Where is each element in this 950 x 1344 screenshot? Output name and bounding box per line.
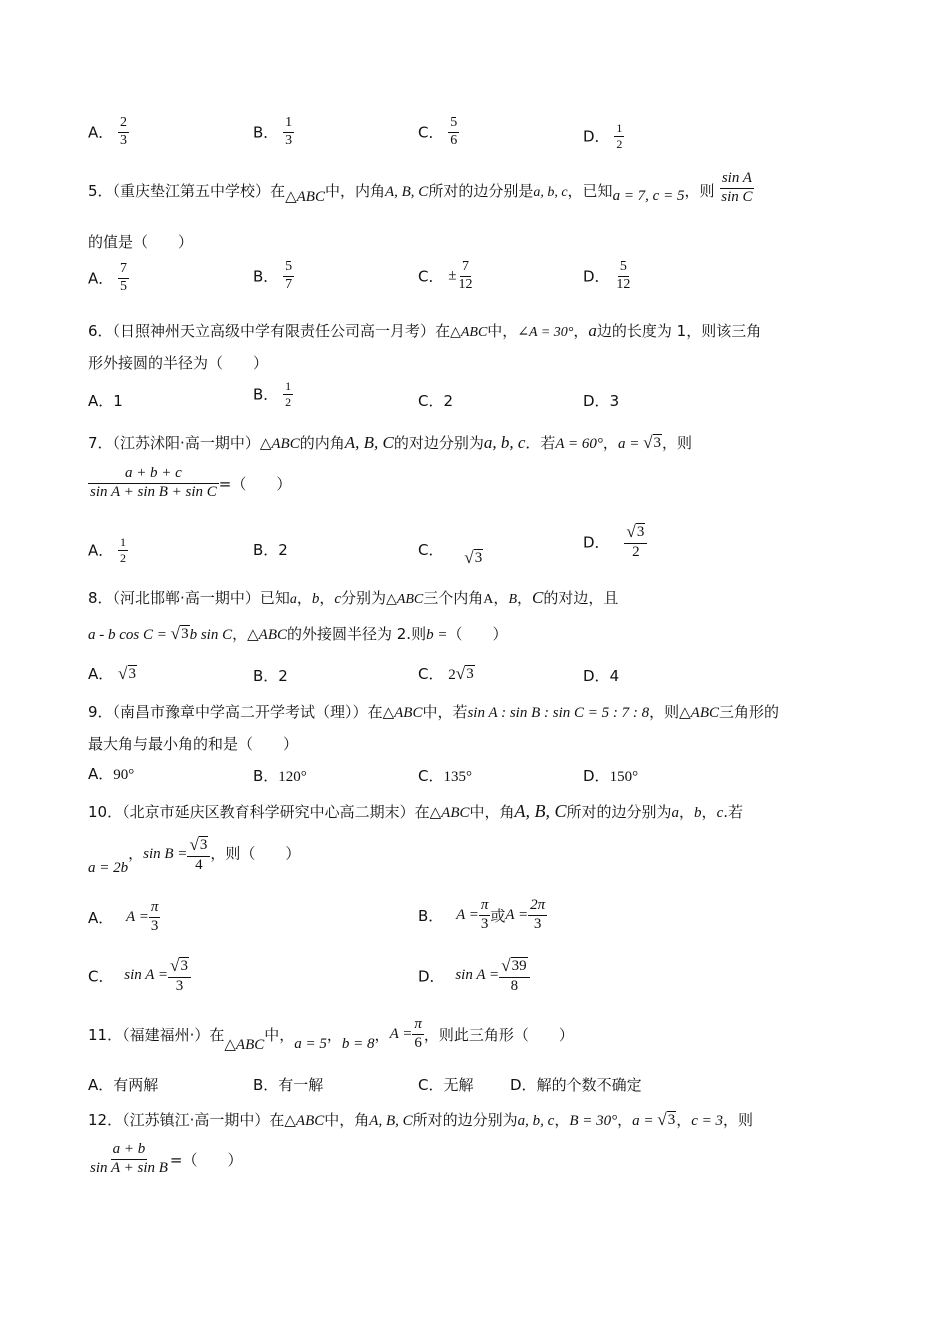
option-letter: C．	[418, 123, 444, 142]
option-letter: A．	[88, 541, 114, 560]
q6-option-b[interactable]	[253, 380, 293, 408]
side-a: a	[588, 321, 597, 340]
question-number: 12．	[88, 1111, 123, 1129]
option-value: 135°	[443, 769, 472, 785]
option-letter: C．	[418, 541, 444, 559]
q11-option-b[interactable]	[253, 1074, 323, 1095]
q6-stem-line2: 形外接圆的半径为（ ）	[88, 354, 269, 372]
question-source: （北京市延庆区教育科学研究中心高二期末）	[122, 803, 415, 821]
question-source: （日照神州天立高级中学有限责任公司高一月考）	[112, 322, 436, 340]
question-source: （福建福州·）	[122, 1025, 210, 1044]
option-value: 2	[278, 667, 288, 685]
option-value: 2	[443, 392, 454, 410]
q11-option-a[interactable]	[88, 1074, 158, 1095]
option-letter: C．	[418, 767, 444, 785]
option-letter: A．	[88, 765, 114, 783]
question-source: （南昌市豫章中学高二开学考试（理））	[112, 703, 368, 721]
fraction: √ 39 8	[499, 957, 529, 995]
option-letter: B．	[253, 123, 279, 142]
option-letter: D．	[583, 533, 610, 552]
q6-option-c[interactable]	[418, 390, 453, 411]
equation: a - b cos C = √ 3 b sin C	[88, 624, 233, 643]
option-letter: D．	[583, 392, 610, 410]
option-letter: B．	[253, 767, 279, 785]
sides: a, b, c	[483, 433, 526, 452]
q9-stem-line2: 最大角与最小角的和是（ ）	[88, 735, 299, 753]
sum-over-sines: $\frac{a + b + c}{\text{sin A + sin B + sin C}}$	[90, 465, 217, 500]
q10-stem: 10．（北京市延庆区教育科学研究中心高二期末）在△ABC中，角A, B, C所对的边分别为a，b，c.若	[88, 801, 744, 821]
fraction: $\frac{\pi}{3}$	[150, 899, 159, 934]
sides: a, b, c	[517, 1113, 555, 1129]
sqrt: √ 3	[118, 664, 137, 683]
option-letter: D．	[418, 967, 445, 986]
sinA-over-sinC: $\frac{\text{sin A}}{\text{sin C}}$	[721, 170, 753, 205]
option-value: 3	[609, 392, 620, 410]
side-relation: a = 2b	[88, 860, 129, 877]
option-letter: C．	[418, 1076, 444, 1094]
given-values: a = 7, c = 5	[612, 187, 685, 204]
triangle-abc: △ABC	[284, 1113, 325, 1129]
q5-stem: 5．（重庆垫江第五中学校）在△ABC中，内角A, B, C所对的边分别是a, b, c，已知a = 7, c = 5，则 $\frac{\text{sin A}}{\text{sin C}}$	[88, 170, 753, 205]
q9-option-d[interactable]	[583, 765, 638, 786]
fraction: $\frac{5}{7}$	[285, 259, 293, 292]
fraction: $\frac{2\pi}{3}$	[530, 897, 546, 932]
option-value: 90°	[113, 767, 135, 783]
q4-option-a[interactable]	[88, 116, 129, 148]
plus-minus: ±	[448, 267, 457, 284]
question-number: 8．	[88, 589, 113, 607]
q5-option-b[interactable]	[253, 260, 294, 292]
fraction: $\frac{1}{3}$	[285, 115, 293, 148]
angles: A, B, C	[344, 433, 394, 452]
angles: A, B, C	[514, 801, 567, 821]
q8-option-b[interactable]	[253, 665, 288, 686]
option-value: 1	[113, 392, 123, 410]
option-value: 120°	[278, 769, 307, 785]
option-value: 2	[278, 541, 288, 559]
sinB-value: sin B = √ 3 4	[143, 846, 210, 862]
sides: a, b, c	[533, 184, 568, 200]
sum-over-sines: $\frac{a + b}{\text{sin A + sin B}}$	[90, 1141, 168, 1176]
option-letter: B．	[253, 267, 279, 286]
option-letter: D．	[583, 267, 610, 286]
sqrt: √ 3	[455, 664, 474, 683]
sine-ratio: sin A : sin B : sin C = 5 : 7 : 8	[467, 705, 650, 721]
q9-option-c[interactable]	[418, 765, 472, 786]
triangle-abc: △ABC	[679, 705, 720, 721]
sqrt: √ 39	[501, 956, 527, 976]
q7-option-a[interactable]	[88, 536, 128, 564]
option-letter: A．	[88, 123, 114, 142]
q7-option-d[interactable]	[583, 523, 647, 561]
fraction: $\frac{\pi}{6}$	[414, 1016, 422, 1051]
q6-stem: 6．（日照神州天立高级中学有限责任公司高一月考）在△ABC中，∠A = 30°，a边的长度为 1，则该三角	[88, 321, 762, 340]
sqrt: √ 3	[170, 624, 189, 643]
q7-stem: 7．（江苏沭阳·高一期中）△ABC的内角A, B, C的对边分别为a, b, c．若A = 60°，a = √ 3 ，则	[88, 433, 693, 452]
q4-option-d[interactable]	[583, 122, 624, 150]
triangle-abc: △ABC	[285, 188, 325, 205]
q8-option-a[interactable]	[88, 663, 137, 684]
q6-option-d[interactable]	[583, 390, 619, 411]
sqrt: √ 3	[170, 956, 188, 976]
option-letter: B．	[253, 385, 279, 404]
fraction: $\frac{7}{5}$	[120, 261, 128, 294]
option-letter: D．	[583, 127, 610, 146]
q7-expression: $\frac{a + b + c}{\text{sin A + sin B + sin C}}$ =（ ）	[90, 465, 292, 500]
q9-option-a[interactable]	[88, 763, 134, 784]
option-letter: A．	[88, 1076, 114, 1094]
fraction: $\frac{1}{2}$	[616, 121, 623, 151]
sqrt: √ 3	[643, 433, 662, 452]
triangle-abc: △ABC	[386, 592, 424, 607]
angles: A, B, C	[369, 1113, 413, 1129]
q12-stem: 12．（江苏镇江·高一期中）在△ABC中，角A, B, C所对的边分别为a, b, c，B = 30°，a = √ 3 ，c = 3，则	[88, 1110, 754, 1129]
q11-option-c[interactable]	[418, 1074, 474, 1095]
option-letter: A．	[88, 665, 114, 683]
fraction: $\frac{1}{2}$	[285, 379, 292, 409]
option-letter: B．	[253, 1076, 279, 1094]
option-letter: B．	[253, 541, 279, 559]
q12-expression: $\frac{a + b}{\text{sin A + sin B}}$ =（ ）	[90, 1141, 243, 1176]
triangle-abc: △ABC	[382, 705, 423, 721]
fraction: $\frac{\pi}{3}$	[480, 897, 489, 932]
q7-option-b[interactable]	[253, 539, 288, 560]
question-number: 6．	[88, 322, 113, 340]
option-value: 4	[609, 667, 620, 685]
question-source: （江苏沭阳·高一期中）	[112, 434, 260, 452]
option-value: 有两解	[113, 1076, 159, 1094]
q8-option-c[interactable]: C． 2 √ 3	[418, 664, 474, 683]
q10-stem-line2: a = 2b，sin B = √ 3 4 ，则（ ）	[88, 835, 301, 877]
fraction: $\frac{5}{6}$	[450, 115, 458, 148]
triangle-abc: △ABC	[224, 1036, 265, 1053]
q5-option-d[interactable]	[583, 260, 632, 292]
option-value: 无解	[443, 1076, 474, 1094]
q9-option-b[interactable]	[253, 765, 307, 786]
option-letter: A．	[88, 908, 114, 927]
option-letter: A．	[88, 269, 114, 288]
q9-stem: 9．（南昌市豫章中学高二开学考试（理））在△ABC中，若sin A : sin B : sin C = 5 : 7 : 8，则△ABC三角形的	[88, 703, 780, 721]
question-source: （江苏镇江·高一期中）	[122, 1111, 270, 1129]
triangle-abc: △ABC	[259, 436, 300, 452]
question-number: 10．	[88, 803, 123, 821]
q5-option-a[interactable]	[88, 262, 129, 294]
sqrt: √ 3	[464, 548, 483, 567]
q8-option-d[interactable]	[583, 665, 619, 686]
option-letter: C．	[418, 665, 444, 683]
option-letter: C．	[88, 967, 114, 986]
option-letter: D．	[583, 767, 610, 785]
fraction: √ 3 2	[624, 523, 647, 561]
question-number: 5．	[88, 181, 113, 200]
q5-option-c[interactable]	[418, 260, 475, 292]
fraction: $\frac{1}{2}$	[120, 535, 127, 565]
fraction: $\frac{5}{12}$	[616, 259, 631, 292]
option-value: 解的个数不确定	[536, 1076, 642, 1094]
q10-option-a[interactable]: A． A = $\frac{\pi}{3}$	[88, 899, 159, 934]
fraction: $\frac{7}{12}$	[458, 259, 473, 292]
q8-stem-line2: a - b cos C = √ 3 b sin C，△ABC的外接圆半径为 2.则b =（ ）	[88, 624, 508, 643]
option-letter: D．	[583, 667, 610, 685]
q11-option-d[interactable]	[510, 1074, 642, 1095]
option-value: 150°	[609, 769, 639, 785]
question-source: （重庆垫江第五中学校）	[112, 181, 271, 200]
q4-option-b[interactable]	[253, 116, 294, 148]
q8-stem: 8．（河北邯郸·高一期中）已知a，b，c分别为△ABC三个内角A，B，C的对边，且	[88, 588, 619, 607]
question-number: 7．	[88, 434, 113, 452]
q10-option-b[interactable]: B． A = $\frac{\pi}{3}$ 或A = $\frac{2\pi}{3}$	[418, 897, 546, 932]
q10-option-d[interactable]: D． sin A = √ 39 8	[418, 957, 530, 995]
option-letter: B．	[253, 667, 279, 685]
q5-stem-line2: 的值是（ ）	[88, 233, 194, 251]
question-number: 9．	[88, 703, 113, 721]
triangle-abc: △ABC	[429, 805, 470, 821]
angle-condition: ∠A = 30°	[517, 325, 574, 340]
option-value: 有一解	[278, 1076, 324, 1094]
q4-option-c[interactable]	[418, 116, 459, 148]
fraction: $\frac{2}{3}$	[120, 115, 128, 148]
side-condition: a = √ 3	[617, 433, 662, 452]
side-condition: a = √ 3	[632, 1110, 676, 1129]
q7-option-c[interactable]	[418, 539, 483, 567]
question-source: （河北邯郸·高一期中）	[112, 589, 260, 607]
triangle-abc: △ABC	[450, 325, 488, 340]
q10-option-c[interactable]: C． sin A = √ 3 3	[88, 957, 191, 995]
sqrt: √ 3	[657, 1110, 676, 1129]
option-letter: C．	[418, 392, 444, 410]
fraction: √ 3 4	[187, 836, 210, 874]
fraction: √ 3 3	[168, 957, 191, 995]
sqrt: √ 3	[626, 522, 645, 542]
option-letter: A．	[88, 392, 114, 410]
option-letter: C．	[418, 267, 444, 286]
q11-stem: 11．（福建福州·）在△ABC中，a = 5，b = 8，A = $\frac{\pi}{6}$ ，则此三角形（ ）	[88, 1016, 574, 1053]
question-number: 11．	[88, 1025, 123, 1044]
sqrt: √ 3	[189, 835, 208, 855]
option-letter: D．	[510, 1076, 537, 1094]
angles: A, B, C	[384, 183, 429, 200]
angle-condition: A = 60°	[555, 436, 603, 452]
q6-option-a[interactable]	[88, 390, 123, 411]
option-letter: B．	[418, 906, 444, 925]
triangle-abc: △ABC	[247, 627, 287, 643]
